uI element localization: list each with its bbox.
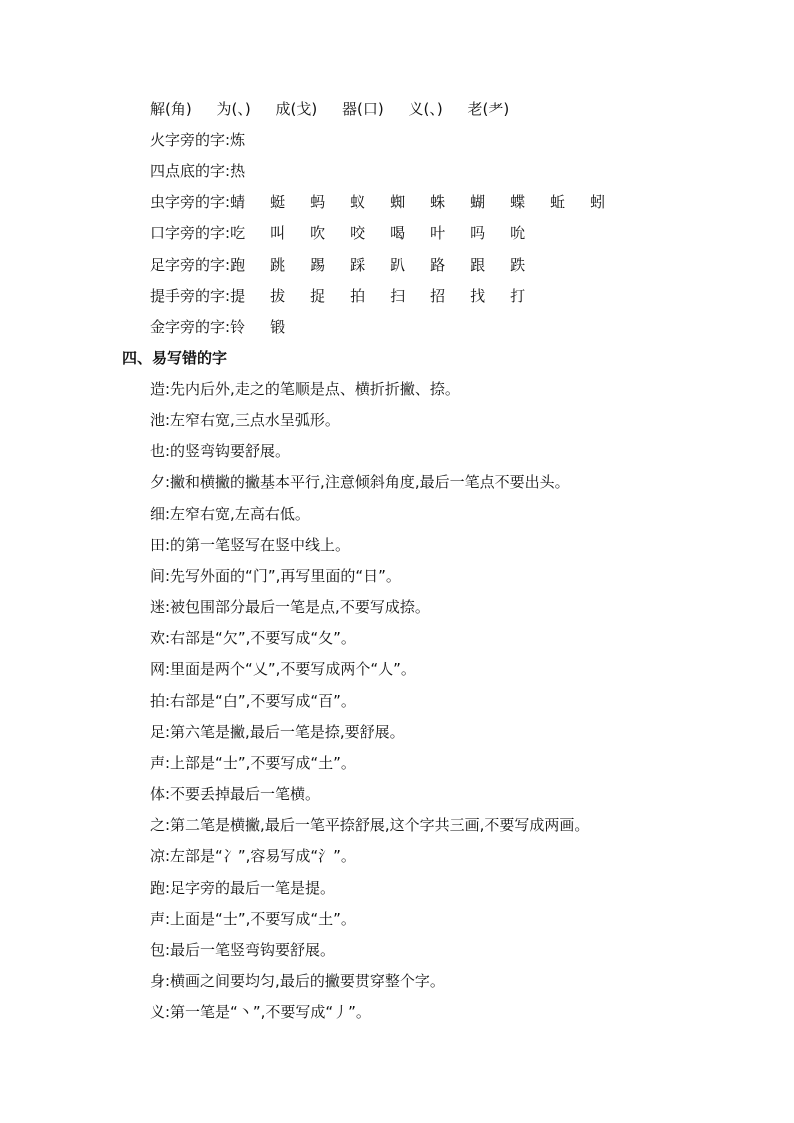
radical-char: 蚂 [310,193,326,211]
radical-char: 蜘 [390,193,406,211]
radical-char: 吹 [310,224,326,242]
radical-char: 捉 [310,287,326,305]
radical-char: 喝 [390,224,406,242]
radical-char: 招 [430,287,446,305]
decomposition-item: 义(、) [408,100,443,118]
radical-char: 叫 [270,224,286,242]
radical-char: 蛛 [430,193,446,211]
tip-line: 拍:右部是“白”,不要写成“百”。 [150,692,356,710]
tip-line: 造:先内后外,走之的笔顺是点、横折折撇、捺。 [150,380,460,398]
section-heading: 四、易写错的字 [122,349,228,367]
radical-char: 蝴 [470,193,486,211]
tip-line: 夕:撇和横撇的撇基本平行,注意倾斜角度,最后一笔点不要出头。 [150,473,570,491]
radical-char: 跟 [470,256,486,274]
radical-char: 蚓 [590,193,606,211]
tip-line: 也:的竖弯钩要舒展。 [150,442,291,460]
radical-line-foot [150,250,550,281]
radical-char: 蜓 [270,193,286,211]
radical-label: 四点底的字: [150,162,231,180]
tip-line: 田:的第一笔竖写在竖中线上。 [150,536,351,554]
radical-label: 足字旁的字: [150,256,231,274]
radical-char: 吃 [230,224,246,242]
radical-char: 找 [470,287,486,305]
radical-char: 吗 [470,224,486,242]
tip-line: 跑:足字旁的最后一笔是提。 [150,879,336,897]
tip-line: 间:先写外面的“门”,再写里面的“日”。 [150,567,401,585]
radical-line-metal [150,312,310,343]
radical-char: 打 [510,287,526,305]
tip-line: 之:第二笔是横撇,最后一笔平捺舒展,这个字共三画,不要写成两画。 [150,816,590,834]
radical-char: 提 [230,287,246,305]
radical-char: 跌 [510,256,526,274]
radical-char: 趴 [390,256,406,274]
tip-line: 包:最后一笔竖弯钩要舒展。 [150,941,336,959]
tip-line: 声:上部是“士”,不要写成“土”。 [150,754,356,772]
decomposition-item: 为(、) [216,100,251,118]
decomposition-item: 老(耂) [467,100,510,118]
radical-char: 热 [230,162,246,180]
radical-line-hand [150,281,550,312]
radical-char: 蚯 [550,193,566,211]
radical-char: 扫 [390,287,406,305]
decomposition-item: 器(口) [342,100,384,118]
radical-line-mouth [150,218,550,249]
radical-char: 拔 [270,287,286,305]
radical-label: 火字旁的字: [150,131,231,149]
tip-line: 网:里面是两个“乂”,不要写成两个“人”。 [150,660,416,678]
radical-char: 踢 [310,256,326,274]
tip-line: 凉:左部是“冫”,容易写成“氵”。 [150,847,356,865]
radical-char: 拍 [350,287,366,305]
tip-line: 身:横画之间要均匀,最后的撇要贯穿整个字。 [150,972,445,990]
radical-char: 吮 [510,224,526,242]
radical-label: 金字旁的字: [150,318,231,336]
tip-line: 池:左窄右宽,三点水呈弧形。 [150,411,340,429]
radical-char: 蜻 [230,193,246,211]
radical-label: 提手旁的字: [150,287,231,305]
radical-char: 蝶 [510,193,526,211]
radical-char: 跳 [270,256,286,274]
radical-char: 踩 [350,256,366,274]
radical-char: 炼 [230,131,246,149]
radical-label: 虫字旁的字: [150,193,231,211]
radical-char: 蚁 [350,193,366,211]
tip-line: 迷:被包围部分最后一笔是点,不要写成捺。 [150,598,430,616]
decomposition-item: 解(角) [150,100,192,118]
radical-line-insect [150,187,630,218]
decomposition-item: 成(戈) [275,100,318,118]
tip-line: 体:不要丢掉最后一笔横。 [150,785,321,803]
radical-char: 锻 [270,318,286,336]
radical-label: 口字旁的字: [150,224,231,242]
radical-line-fire [150,125,264,156]
tip-line: 足:第六笔是撇,最后一笔是捺,要舒展。 [150,723,405,741]
radical-char: 叶 [430,224,446,242]
tip-line: 义:第一笔是“丶”,不要写成“丿”。 [150,1003,371,1021]
tip-line: 细:左窄右宽,左高右低。 [150,505,310,523]
tip-line: 声:上面是“士”,不要写成“土”。 [150,910,356,928]
character-decomposition-row [150,94,529,125]
radical-line-four-dots [150,156,264,187]
tip-line: 欢:右部是“欠”,不要写成“夂”。 [150,629,356,647]
radical-char: 跑 [230,256,246,274]
radical-char: 路 [430,256,446,274]
radical-char: 咬 [350,224,366,242]
radical-char: 铃 [230,318,246,336]
